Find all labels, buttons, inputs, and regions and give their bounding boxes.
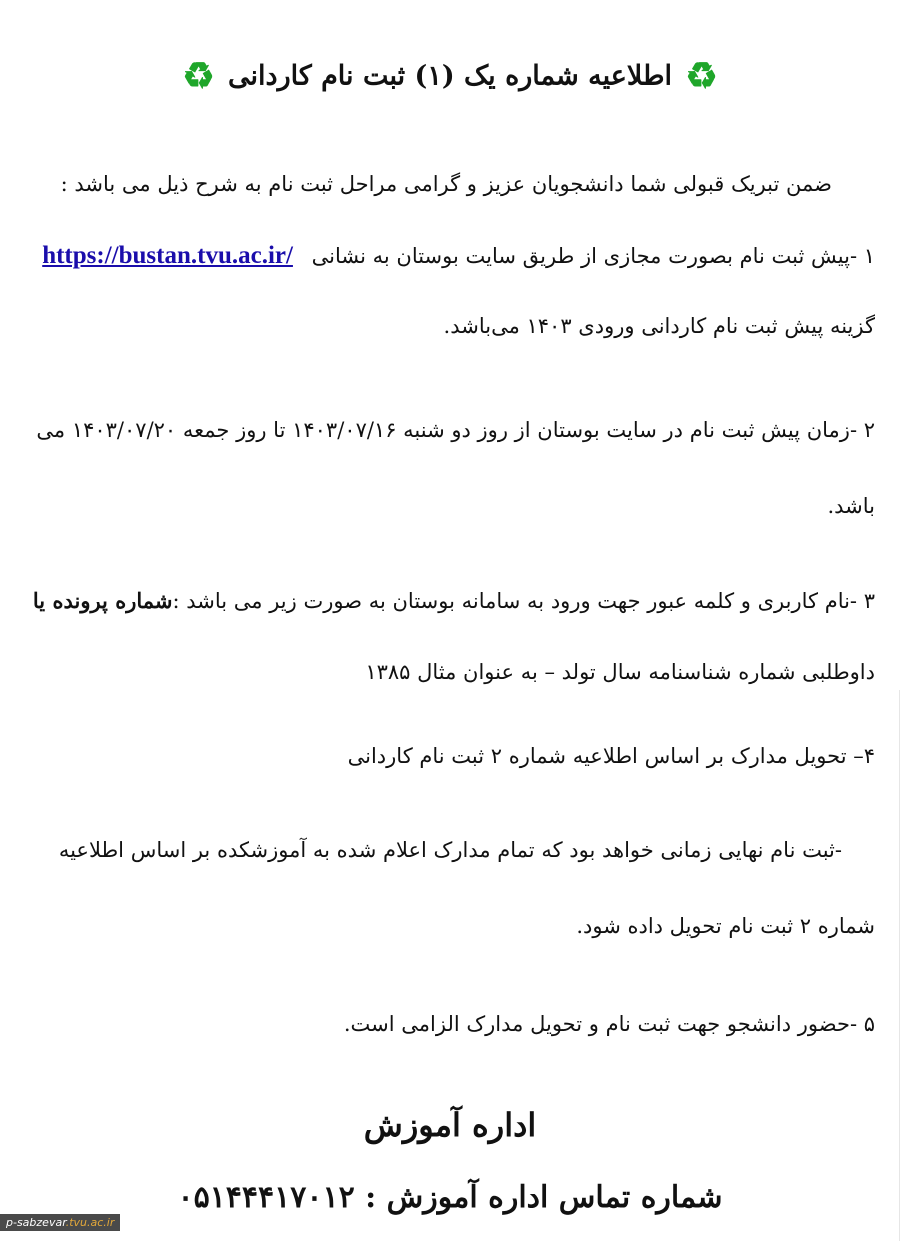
recycle-icon: ♻ [182, 55, 215, 97]
item-3-emphasis: شماره پرونده یا [32, 588, 173, 613]
recycle-icon: ♻ [685, 55, 718, 97]
item-3-continued: داوطلبی شماره شناسنامه سال تولد – به عنوان مثال ۱۳۸۵ [365, 660, 875, 684]
bustan-link[interactable]: https://bustan.tvu.ac.ir/ [42, 242, 293, 269]
item-3-text: ۳ -نام کاربری و کلمه عبور جهت ورود به سامانه بوستان به صورت زیر می باشد : [172, 589, 875, 613]
contact-label: شماره تماس اداره آموزش : [365, 1180, 723, 1215]
site-tag-suffix: .tvu.ac.ir [65, 1216, 115, 1229]
final-note: -ثبت نام نهایی زمانی خواهد بود که تمام مدارک اعلام شده به آموزشکده بر اساس اطلاعیه [58, 838, 842, 862]
item-4: ۴– تحویل مدارک بر اساس اطلاعیه شماره ۲ ثبت نام کاردانی [347, 744, 875, 768]
intro-text: ضمن تبریک قبولی شما دانشجویان عزیز و گرامی مراحل ثبت نام به شرح ذیل می باشد : [60, 172, 832, 196]
site-tag-prefix: p-sabzevar [6, 1216, 66, 1229]
final-note-continued: شماره ۲ ثبت نام تحویل داده شود. [576, 914, 875, 938]
office-name: اداره آموزش [363, 1106, 537, 1144]
site-tag [0, 1214, 120, 1231]
contact-number: ۰۵۱۴۴۴۱۷۰۱۲ [177, 1180, 355, 1215]
contact-line [0, 1180, 900, 1215]
item-2: ۲ -زمان پیش ثبت نام در سایت بوستان از روز دو شنبه ۱۴۰۳/۰۷/۱۶ تا روز جمعه ۱۴۰۳/۰۷/۲۰ می [36, 418, 875, 442]
item-3 [33, 588, 875, 613]
item-1-text: ۱ -پیش ثبت نام بصورت مجازی از طریق سایت بوستان به نشانی [311, 244, 875, 268]
item-5: ۵ -حضور دانشجو جهت ثبت نام و تحویل مدارک الزامی است. [343, 1012, 875, 1036]
page-title [0, 55, 900, 97]
title-text: اطلاعیه شماره یک (۱) ثبت نام کاردانی [228, 60, 672, 92]
item-1 [42, 242, 875, 270]
item-1-continued: گزینه پیش ثبت نام کاردانی ورودی ۱۴۰۳ می‌باشد. [443, 314, 875, 338]
item-2-continued: باشد. [827, 494, 875, 518]
